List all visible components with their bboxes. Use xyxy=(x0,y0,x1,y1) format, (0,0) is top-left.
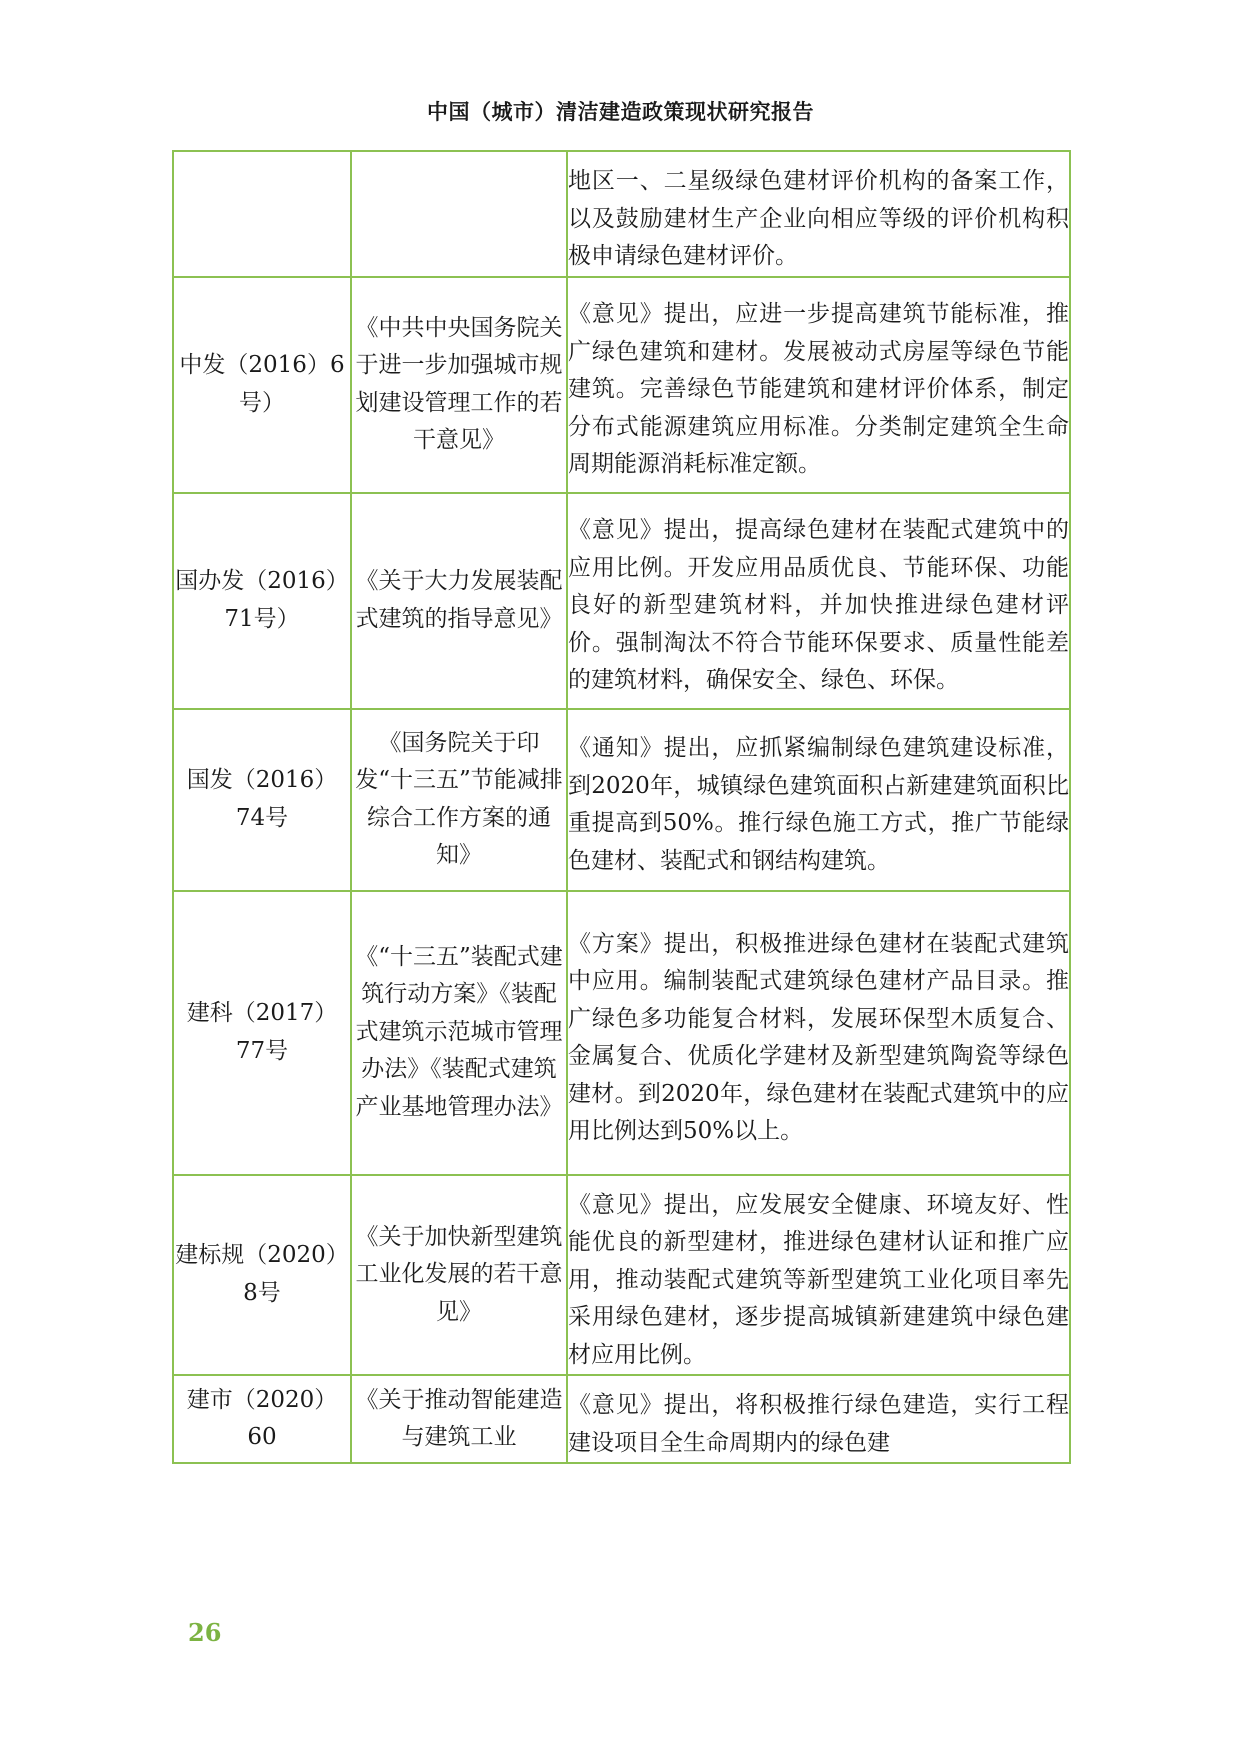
table-row xyxy=(173,493,1070,709)
document-summary-cell xyxy=(567,891,1070,1175)
document-summary-cell xyxy=(567,277,1070,493)
table-row xyxy=(173,709,1070,891)
document-code-cell: 建科（2017）77号 xyxy=(173,891,351,1175)
document-summary-cell xyxy=(567,1175,1070,1376)
document-code-cell: 建市（2020）60 xyxy=(173,1375,351,1463)
document-code-cell: 国办发（2016）71号） xyxy=(173,493,351,709)
table-row xyxy=(173,891,1070,1175)
document-code-cell: 建标规（2020）8号 xyxy=(173,1175,351,1376)
document-code-cell: 国发（2016）74号 xyxy=(173,709,351,891)
document-title-cell: 《中共中央国务院关于进一步加强城市规划建设管理工作的若干意见》 xyxy=(351,277,567,493)
document-title-cell: 《关于大力发展装配式建筑的指导意见》 xyxy=(351,493,567,709)
summary-text: 《意见》提出，将积极推行绿色建造，实行工程建设项目全生命周期内的绿色建 xyxy=(568,1392,1069,1456)
document-summary-cell xyxy=(567,151,1070,277)
document-title-cell xyxy=(351,151,567,277)
table-row xyxy=(173,1175,1070,1376)
document-code-cell xyxy=(173,151,351,277)
summary-text: 《方案》提出，积极推进绿色建材在装配式建筑中应用。编制装配式建筑绿色建材产品目录。推广绿色多功能复合材料，发展环保型木质复合、金属复合、优质化学建材及新型建筑陶瓷等绿色建材。到2020年，绿色建材在装配式建筑中的应用比例达到50%以上。 xyxy=(568,930,1069,1144)
document-summary-cell xyxy=(567,493,1070,709)
summary-text: 地区一、二星级绿色建材评价机构的备案工作，以及鼓励建材生产企业向相应等级的评价机构积极申请绿色建材评价。 xyxy=(568,168,1069,269)
page-header-title: 中国（城市）清洁建造政策现状研究报告 xyxy=(427,100,814,124)
document-code-cell: 中发（2016）6号） xyxy=(173,277,351,493)
policy-table xyxy=(172,150,1071,1464)
summary-text: 《意见》提出，提高绿色建材在装配式建筑中的应用比例。开发应用品质优良、节能环保、功能良好的新型建筑材料，并加快推进绿色建材评价。强制淘汰不符合节能环保要求、质量性能差的建筑材料，确保安全、绿色、环保。 xyxy=(568,517,1069,694)
document-title-cell: 《关于推动智能建造与建筑工业 xyxy=(351,1375,567,1463)
table-row xyxy=(173,277,1070,493)
document-title-cell: 《国务院关于印发“十三五”节能减排综合工作方案的通知》 xyxy=(351,709,567,891)
table-row xyxy=(173,151,1070,277)
page-number: 26 xyxy=(188,1618,222,1647)
summary-text: 《通知》提出，应抓紧编制绿色建筑建设标准，到2020年，城镇绿色建筑面积占新建建筑面积比重提高到50%。推行绿色施工方式，推广节能绿色建材、装配式和钢结构建筑。 xyxy=(568,735,1069,874)
summary-text: 《意见》提出，应进一步提高建筑节能标准，推广绿色建筑和建材。发展被动式房屋等绿色节能建筑。完善绿色节能建筑和建材评价体系，制定分布式能源建筑应用标准。分类制定建筑全生命周期能源消耗标准定额。 xyxy=(568,301,1069,478)
document-summary-cell xyxy=(567,709,1070,891)
document-title-cell: 《关于加快新型建筑工业化发展的若干意见》 xyxy=(351,1175,567,1376)
document-title-cell: 《“十三五”装配式建筑行动方案》《装配式建筑示范城市管理办法》《装配式建筑产业基地管理办法》 xyxy=(351,891,567,1175)
document-summary-cell xyxy=(567,1375,1070,1463)
summary-text: 《意见》提出，应发展安全健康、环境友好、性能优良的新型建材，推进绿色建材认证和推广应用，推动装配式建筑等新型建筑工业化项目率先采用绿色建材，逐步提高城镇新建建筑中绿色建材应用比例。 xyxy=(568,1191,1069,1368)
table-row xyxy=(173,1375,1070,1463)
